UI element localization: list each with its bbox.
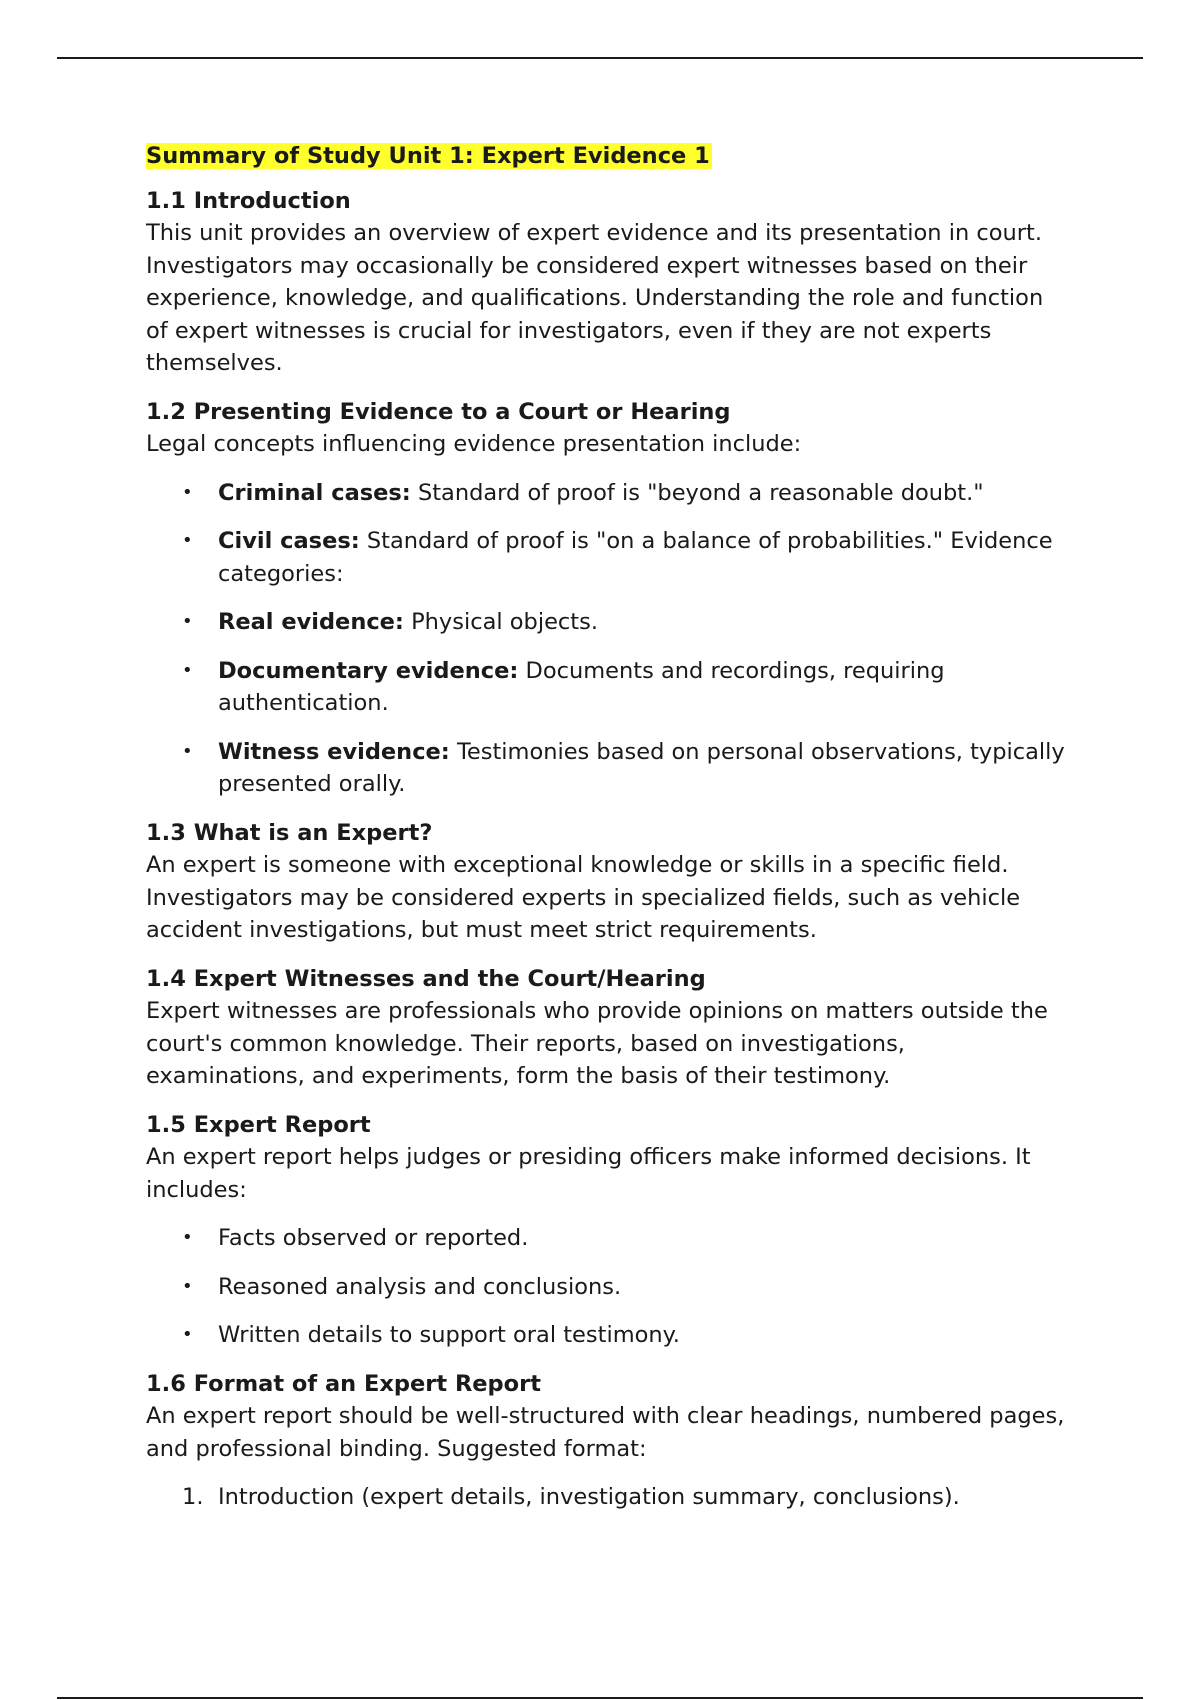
bullet-icon: • bbox=[182, 659, 193, 681]
bullet-icon: • bbox=[182, 481, 193, 503]
bullet-icon: • bbox=[182, 740, 193, 762]
section-heading-expert-witnesses: 1.4 Expert Witnesses and the Court/Hearing bbox=[146, 965, 706, 992]
list-item-text: Physical objects. bbox=[403, 609, 598, 635]
section-body-report-format: An expert report should be well-structured with clear headings, numbered pages, and professional binding. Suggested format: bbox=[146, 1403, 1065, 1462]
list-item-text: Written details to support oral testimony. bbox=[218, 1322, 680, 1348]
section-heading-expert-report: 1.5 Expert Report bbox=[146, 1111, 371, 1138]
document-body bbox=[146, 140, 1066, 1530]
document-title bbox=[146, 140, 1066, 173]
section-body-expert-witnesses: Expert witnesses are professionals who provide opinions on matters outside the court's common knowledge. Their reports, based on investigations, examinations, and experiments, form the basis of their testimony. bbox=[146, 998, 1048, 1089]
list-item bbox=[182, 1319, 1066, 1352]
list-item bbox=[182, 525, 1066, 590]
list-item-text: Facts observed or reported. bbox=[218, 1225, 529, 1251]
list-item bbox=[182, 655, 1066, 720]
bullet-icon: • bbox=[182, 530, 193, 551]
list-item-number: 1. bbox=[182, 1484, 204, 1510]
list-item bbox=[182, 1481, 1066, 1514]
report-format-list bbox=[146, 1481, 1066, 1514]
bullet-icon: • bbox=[182, 1227, 193, 1248]
section-heading-what-is-expert: 1.3 What is an Expert? bbox=[146, 819, 433, 846]
evidence-list bbox=[146, 477, 1066, 801]
report-contents-list bbox=[146, 1222, 1066, 1352]
section-heading-presenting-evidence: 1.2 Presenting Evidence to a Court or Hearing bbox=[146, 398, 731, 425]
list-item bbox=[182, 1222, 1066, 1255]
list-item-term: Documentary evidence: bbox=[218, 657, 519, 684]
list-item-term: Civil cases: bbox=[218, 528, 360, 554]
bullet-icon: • bbox=[182, 1324, 193, 1345]
list-item bbox=[182, 1271, 1066, 1304]
list-item-text: Standard of proof is "beyond a reasonable doubt." bbox=[410, 479, 984, 506]
document-title-highlight: Summary of Study Unit 1: Expert Evidence 1 bbox=[146, 143, 710, 169]
list-item-term: Witness evidence: bbox=[218, 738, 450, 765]
section-body-what-is-expert: An expert is someone with exceptional knowledge or skills in a specific field. Investigators may be considered experts in specialized fields, such as vehicle accident investigations, but must meet strict requirements. bbox=[146, 852, 1021, 943]
section-heading-report-format: 1.6 Format of an Expert Report bbox=[146, 1370, 541, 1397]
list-item-term: Criminal cases: bbox=[218, 479, 411, 506]
list-item-text: Documents and recordings, requiring authentication. bbox=[218, 657, 945, 716]
section-body-expert-report: An expert report helps judges or presiding officers make informed decisions. It includes: bbox=[146, 1144, 1031, 1203]
bullet-icon: • bbox=[182, 611, 193, 632]
list-item-text: Introduction (expert details, investigation summary, conclusions). bbox=[218, 1484, 960, 1510]
bullet-icon: • bbox=[182, 1275, 193, 1297]
header-rule bbox=[57, 57, 1143, 59]
footer-rule bbox=[57, 1697, 1143, 1699]
list-item-text: Testimonies based on personal observations, typically presented orally. bbox=[218, 738, 1065, 797]
list-item-text: Standard of proof is "on a balance of probabilities." Evidence categories: bbox=[218, 528, 1053, 587]
list-item-text: Reasoned analysis and conclusions. bbox=[218, 1273, 622, 1300]
section-body-introduction: This unit provides an overview of expert evidence and its presentation in court. Investigators may occasionally be considered expert witnesses based on their experience, knowledge, and qualifications. Understanding the role and function of expert witnesses is crucial for investigators, even if they are not experts themselves. bbox=[146, 220, 1044, 376]
list-item-term: Real evidence: bbox=[218, 609, 404, 635]
section-heading-introduction: 1.1 Introduction bbox=[146, 187, 351, 214]
list-item bbox=[182, 477, 1066, 510]
list-item bbox=[182, 736, 1066, 801]
list-item bbox=[182, 606, 1066, 639]
section-body-presenting-evidence: Legal concepts influencing evidence presentation include: bbox=[146, 431, 802, 457]
